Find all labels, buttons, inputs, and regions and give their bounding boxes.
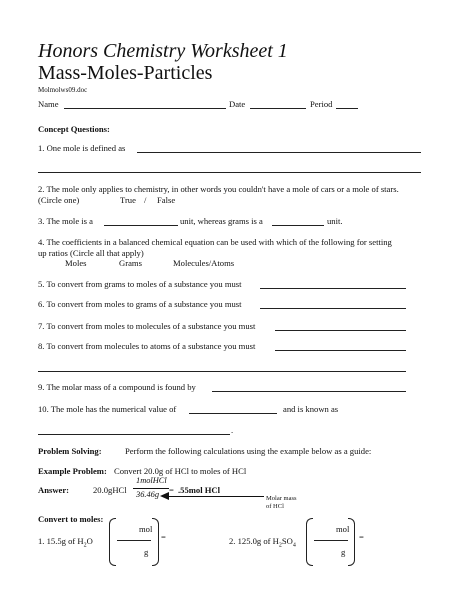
problem-2-text: 2. 125.0g of H [229,536,279,546]
question-8-blank-2[interactable] [38,371,406,372]
question-6-text: 6. To convert from moles to grams of a substance you must [38,299,242,309]
question-3-text-a: 3. The mole is a [38,216,93,226]
name-label: Name [38,99,59,109]
example-problem-text: Convert 20.0g of HCl to moles of HCl [114,466,247,476]
worksheet-subtitle: Mass-Moles-Particles [38,62,213,84]
question-1-text: 1. One mole is defined as [38,143,126,153]
problem-solving-heading: Problem Solving: [38,446,102,456]
problem-2-equals: = [359,532,364,542]
conversion-numerator: 1molHCl [136,476,167,485]
fraction-bar [133,488,169,489]
question-9-blank[interactable] [212,391,406,392]
moles-option[interactable]: Moles [65,258,87,268]
question-10-text-b: and is known as [283,404,339,414]
question-10-text-a: 10. The mole has the numerical value of [38,404,177,414]
arrow-left-icon [160,491,170,501]
question-6-blank[interactable] [260,308,406,309]
question-2-instruction: (Circle one) [38,195,80,205]
problem-1-bracket-right [152,518,159,566]
problem-1-fraction-bar[interactable] [117,540,151,541]
problem-2-denominator: g [341,547,346,557]
example-result: .55mol HCl [178,485,221,495]
example-problem-label: Example Problem: [38,466,107,476]
problem-solving-instructions: Perform the following calculations using the example below as a guide: [125,446,372,456]
question-8-blank[interactable] [275,350,406,351]
question-10-blank-1[interactable] [189,413,277,414]
problem-1-label [38,536,93,549]
problem-2-numerator: mol [336,524,350,534]
answer-label: Answer: [38,485,70,495]
problem-1-denominator: g [144,547,149,557]
question-10-blank-2[interactable] [38,434,230,435]
question-5-blank[interactable] [260,288,406,289]
worksheet-title: Honors Chemistry Worksheet 1 [38,40,288,62]
question-5-text: 5. To convert from grams to moles of a substance you must [38,279,242,289]
question-3-blank-2[interactable] [272,225,324,226]
problem-2-bracket-left [306,518,313,566]
problem-1-equals: = [161,532,166,542]
question-1-blank-2[interactable] [38,172,421,173]
molecules-atoms-option[interactable]: Molecules/Atoms [173,258,235,268]
question-3-blank-1[interactable] [104,225,178,226]
problem-1-subscript: 2 [83,542,87,549]
question-1-blank[interactable] [137,152,421,153]
molar-mass-note-line1: Molar mass [266,495,297,502]
question-3-text-b: unit, whereas grams is a [180,216,263,226]
problem-2-subscript-2: 4 [292,542,296,549]
grams-option[interactable]: Grams [119,258,142,268]
given-quantity: 20.0gHCl [93,485,127,495]
problem-2-fraction-bar[interactable] [314,540,348,541]
problem-2-mid: SO [281,536,293,546]
equals-sign: = [169,485,174,495]
molar-mass-note-line2: of HCl [266,503,284,510]
question-9-text: 9. The molar mass of a compound is found by [38,382,196,392]
problem-1-numerator: mol [139,524,153,534]
problem-1-text: 1. 15.5g of H [38,536,84,546]
problem-2-label [229,536,296,549]
true-option[interactable]: True [120,195,136,205]
period-label: Period [310,99,333,109]
question-10-period: . [231,425,234,435]
arrow-line [168,496,264,497]
period-blank[interactable] [336,108,358,109]
question-4-text: 4. The coefficients in a balanced chemical equation can be used with which of the following for setting [38,237,392,247]
question-8-text: 8. To convert from molecules to atoms of a substance you must [38,341,256,351]
false-option[interactable]: False [157,195,176,205]
concept-questions-heading: Concept Questions: [38,124,110,134]
problem-1-tail: O [86,536,93,546]
date-blank[interactable] [250,108,306,109]
date-label: Date [229,99,246,109]
question-2-text: 2. The mole only applies to chemistry, in other words you couldn't have a mole of cars or a mole of stars. [38,184,399,194]
convert-to-moles-heading: Convert to moles: [38,514,104,524]
name-blank[interactable] [64,108,226,109]
document-filename: Molmolws09.doc [38,86,88,94]
conversion-denominator: 36.46g [136,490,160,499]
question-7-blank[interactable] [275,330,406,331]
option-separator: / [144,195,147,205]
problem-2-subscript-1: 2 [278,542,282,549]
question-7-text: 7. To convert from moles to molecules of a substance you must [38,321,256,331]
question-3-text-c: unit. [327,216,343,226]
problem-1-bracket-left [109,518,116,566]
question-4-instruction: up ratios (Circle all that apply) [38,248,144,258]
